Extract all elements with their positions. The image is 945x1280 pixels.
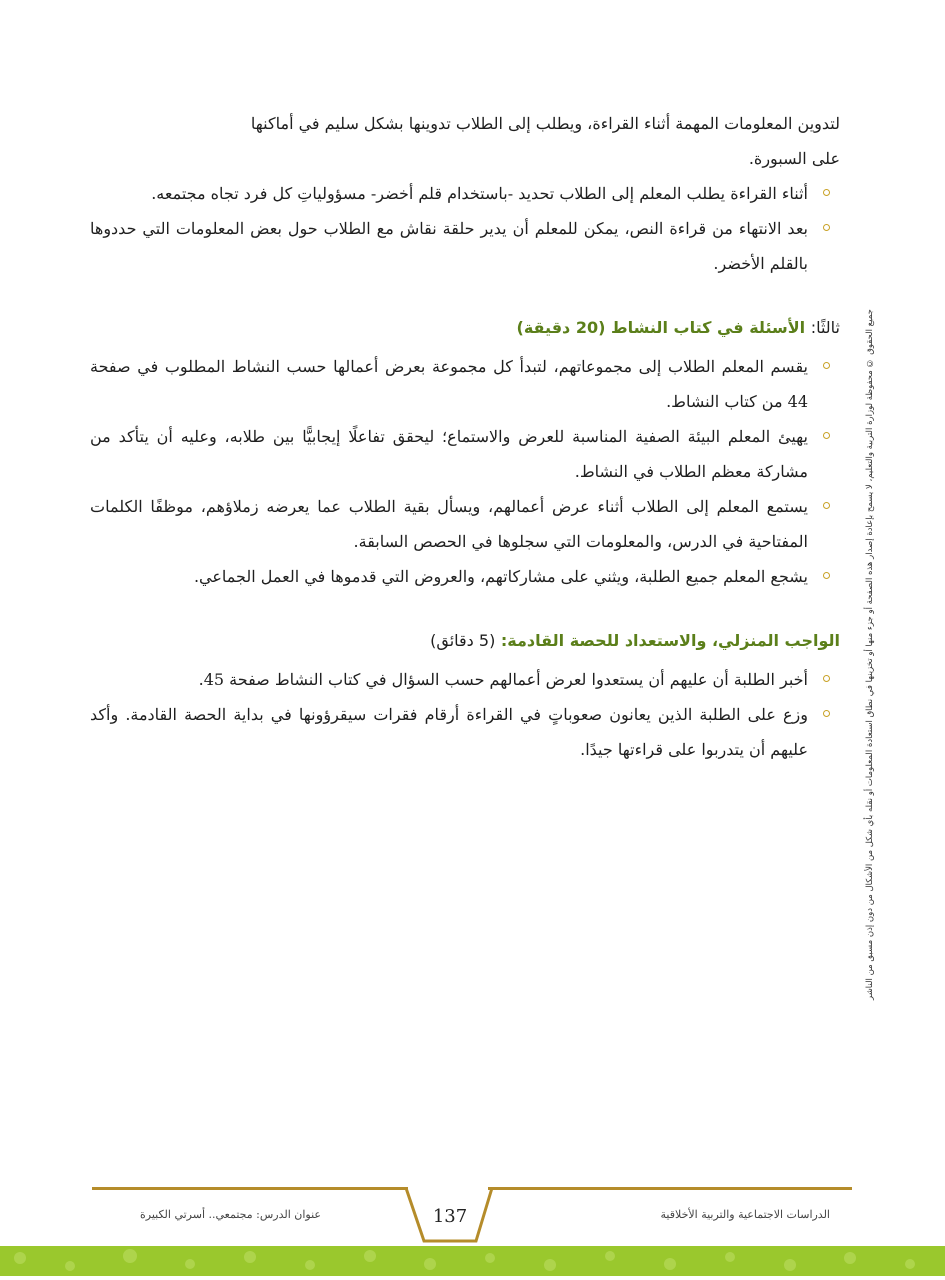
list-item <box>90 349 840 419</box>
bullet-icon <box>823 432 830 439</box>
page-number: 137 <box>432 1206 468 1227</box>
section-title: الأسئلة في كتاب النشاط (20 دقيقة) <box>516 318 806 337</box>
list-item <box>90 489 840 559</box>
copyright-note <box>865 300 887 1000</box>
homework-heading <box>90 626 840 656</box>
list-item-text: يستمع المعلم إلى الطلاب أثناء عرض أعمالهم، ويسأل بقية الطلاب عما يعرضه زملاؤهم، موظفًا الكلمات المفتاحية في الدرس، والمعلومات التي سجلوها في الحصص السابقة. <box>90 497 808 551</box>
list-item-text: يقسم المعلم الطلاب إلى مجموعاتهم، لتبدأ كل مجموعة بعرض أعمالها حسب النشاط المطلوب في صفحة 44 من كتاب النشاط. <box>90 357 809 411</box>
list-item-text: بعد الانتهاء من قراءة النص، يمكن للمعلم أن يدير حلقة نقاش مع الطلاب حول بعض المعلومات التي حددوها بالقلم الأخضر. <box>90 219 808 273</box>
intro-paragraph <box>90 106 840 176</box>
band-pattern <box>0 1246 945 1276</box>
bullet-icon <box>823 189 830 196</box>
copyright-text: جميع الحقوق © محفوظة لوزارة التربية والتعليم، لا يسمح بإعادة إصدار هذه الصفحة أو جزء منها أو تخزينها في نطاق استعادة المعلومات أو نقله بأي شكل من الأشكال من دون إذن مسبق من الناشر <box>865 309 875 1000</box>
intro-line-2: على السبورة. <box>748 149 840 168</box>
section-prefix: ثالثًا: <box>810 318 840 337</box>
bullet-icon <box>823 502 830 509</box>
bullet-icon <box>823 572 830 579</box>
list-item <box>90 697 840 767</box>
list-item-text: وزع على الطلبة الذين يعانون صعوباتٍ في القراءة أرقام فقرات سيقرؤونها في بداية الحصة القادمة. وأكد عليهم أن يتدربوا على قراءتها جيدًا. <box>90 705 808 759</box>
footer-rule-right <box>488 1187 852 1190</box>
homework-title: الواجب المنزلي، والاستعداد للحصة القادمة: <box>500 631 840 650</box>
list-item <box>90 419 840 489</box>
list-item <box>90 176 840 211</box>
list-item <box>90 662 840 697</box>
footer-band <box>0 1246 945 1276</box>
bullet-icon <box>823 224 830 231</box>
list-item <box>90 559 840 594</box>
intro-line-1: لتدوين المعلومات المهمة أثناء القراءة، ويطلب إلى الطلاب تدوينها بشكل سليم في أماكنها <box>250 114 840 133</box>
footer-subject: الدراسات الاجتماعية والتربية الأخلاقية <box>660 1208 830 1221</box>
list-item-text: يشجع المعلم جميع الطلبة، ويثني على مشاركاتهم، والعروض التي قدموها في العمل الجماعي. <box>193 567 808 586</box>
bullet-icon <box>823 710 830 717</box>
bullet-icon <box>823 675 830 682</box>
list-item-text: أخبر الطلبة أن عليهم أن يستعدوا لعرض أعمالهم حسب السؤال في كتاب النشاط صفحة 45. <box>198 670 808 689</box>
bullet-icon <box>823 362 830 369</box>
list-item-text: أثناء القراءة يطلب المعلم إلى الطلاب تحديد -باستخدام قلم أخضر- مسؤولياتِ كل فرد تجاه مجتمعه. <box>151 184 808 203</box>
section-heading <box>90 313 840 343</box>
homework-duration: (5 دقائق) <box>430 631 496 650</box>
page-content <box>90 106 840 767</box>
footer-lesson: عنوان الدرس: مجتمعي.. أسرتي الكبيرة <box>140 1208 321 1221</box>
list-item <box>90 211 840 281</box>
list-item-text: يهيئ المعلم البيئة الصفية المناسبة للعرض والاستماع؛ ليحقق تفاعلًا إيجابيًّا بين طلابه، وعليه أن يتأكد من مشاركة معظم الطلاب في النشاط. <box>90 427 808 481</box>
footer-rule-left <box>92 1187 408 1190</box>
spacer <box>90 281 840 313</box>
